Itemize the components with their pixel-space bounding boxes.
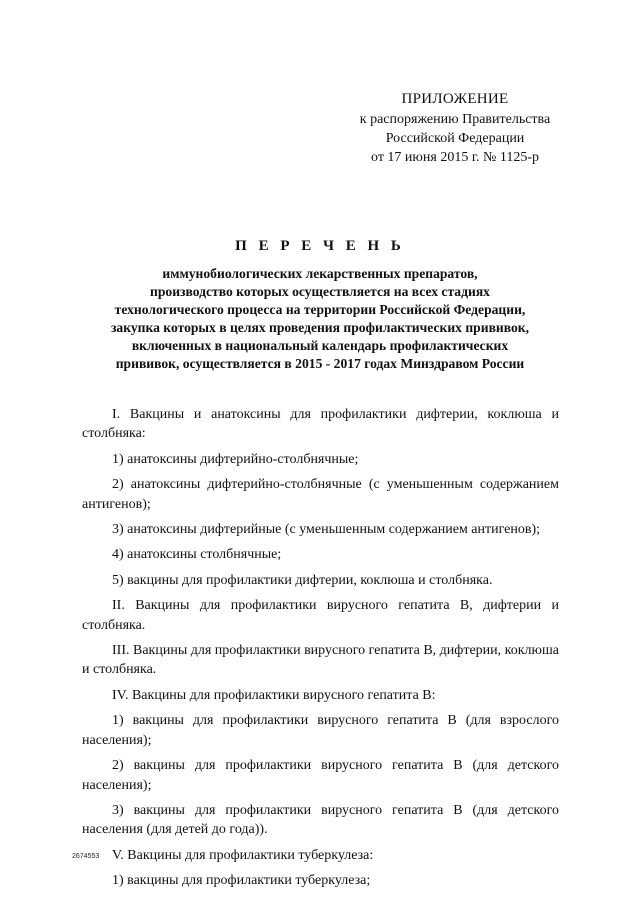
document-title: П Е Р Е Ч Е Н Ь [235,238,405,254]
list-item: 2) анатоксины дифтерийно-столбнячные (с уменьшенным содержанием антигенов); [82,477,559,512]
subtitle-line: закупка которых в целях проведения профилактических прививок, [110,320,530,335]
list-item: 5) вакцины для профилактики дифтерии, коклюша и столбняка. [112,572,493,588]
document-subtitle [70,265,570,373]
document-body [82,405,559,891]
appendix-line-decree: к распоряжению Правительства [359,112,551,127]
list-item: 1) вакцины для профилактики вирусного гепатита В (для взрослого населения); [82,713,559,748]
appendix-block [330,90,580,167]
subtitle-line: включенных в национальный календарь профилактических [131,338,509,353]
document-code: 2674553 [72,853,100,860]
appendix-line-date: от 17 июня 2015 г. № 1125-р [371,150,539,165]
section-heading-1: I. Вакцины и анатоксины для профилактики дифтерии, коклюша и столбняка: [82,407,559,442]
list-item: 1) анатоксины дифтерийно-столбнячные; [112,451,359,467]
list-item: 4) анатоксины столбнячные; [112,547,282,563]
subtitle-line: технологического процесса на территории Российской Федерации, [114,302,526,317]
appendix-title: ПРИЛОЖЕНИЕ [401,91,509,107]
subtitle-line: производство которых осуществляется на всех стадиях [150,284,490,299]
section-heading-3: III. Вакцины для профилактики вирусного гепатита В, дифтерии, коклюша и столбняка. [82,643,559,678]
list-item: 3) анатоксины дифтерийные (с уменьшенным содержанием антигенов); [112,522,541,538]
section-heading-4: IV. Вакцины для профилактики вирусного гепатита В: [112,687,436,703]
section-heading-2: II. Вакцины для профилактики вирусного гепатита В, дифтерии и столбняка. [82,598,559,633]
subtitle-line: прививок, осуществляется в 2015 - 2017 годах Минздравом России [115,356,525,371]
list-item: 3) вакцины для профилактики вирусного гепатита В (для детского населения (для детей до года)). [82,802,559,838]
section-heading-5: V. Вакцины для профилактики туберкулеза: [112,847,374,863]
list-item: 2) вакцины для профилактики вирусного гепатита В (для детского населения); [82,758,559,793]
subtitle-line: иммунобиологических лекарственных препаратов, [162,266,478,281]
list-item: 1) вакцины для профилактики туберкулеза; [112,873,371,889]
appendix-line-country: Российской Федерации [385,131,525,146]
